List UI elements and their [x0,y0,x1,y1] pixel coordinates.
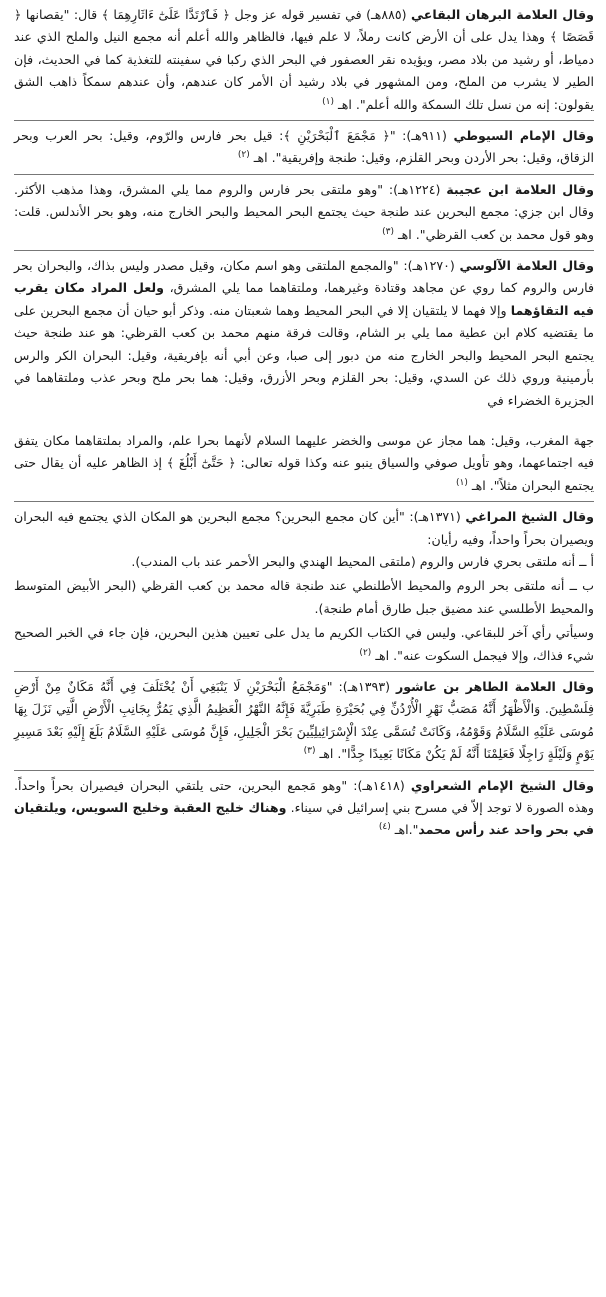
paragraph-text: وإلا فهما لا يلتقيان إلا في البحر المحيط وهما شعبتان منه. وذكر أبو حيان أن مجمع البحرين على ما يقتضيه كلام ابن عطية مما يلي بر الشام، وقالت فرقة منهم محمد بن كعب القرظي: هو عند طنجة حيث يجتمع البحر المحيط والبحر الخارج منه من دبور إلى صبا، وعن أبي أنه بإفريقية، وقيل: البحران الكر والرس بأرمينية وروي ذلك عن السدي، وقيل: بحر القلزم وبحر الأزرق، وقيل: هما بحر ملح وبحر عذب وملتقاهما في الجزيرة الخضراء في [14,302,594,408]
paragraph-text: (١٣٧١هـ): "أين كان مجمع البحرين؟ مجمع البحرين هو المكان الذي يجتمع فيه البحران ويصيران بحراً واحداً، وفيه رأيان: [14,509,594,547]
paragraph-suyuti [14,120,594,170]
list-item: أ ــ أنه ملتقى بحري فارس والروم (ملتقى المحيط الهندي والبحر الأحمر عند باب المندب). [131,553,594,569]
footnote-marker: (٣) [303,746,316,756]
scholar-name: وقال الإمام السيوطي [453,128,595,144]
paragraph-text: (١٣٩٣هـ): "وَمَجْمَعُ الْبَحْرَيْنِ لَا يَنْبَغِي أَنْ يُخْتَلَفَ فِي أَنَّهُ مَكَانٌ مِنْ أَرْضِ فِلَسْطِينَ. وَالْأَظْهَرُ أَنَّهُ مَصَبُّ نَهْرِ الْأُرْدُنِّ فِي بُحَيْرَةِ طَبَرِيَّةَ فَإِنَّهُ النَّهْرُ الْعَظِيمُ الَّذِي يَمُرُّ بِجَانِبِ الْأَرْضِ الَّتِي نَزَلَ بِهَا مُوسَى عَلَيْهِ السَّلَامُ وَقَوْمُهُ، وَكَانَتْ تُسَمَّى عِنْدَ الْإِسْرَائِيلِيِّينَ بَحْرَ الْجَلِيلِ، فَإِنَّ مُوسَى عَلَيْهِ السَّلَامُ بَلَغَ إِلَيْهِ بَعْدَ مَسِيرِ يَوْمٍ وَلَيْلَةٍ رَاجِلًا فَعَلِمْنَا أَنَّهُ لَمْ يَكُنْ مَكَانًا بَعِيدًا جِدًّا". اهـ [14,678,594,762]
paragraph-text: جهة المغرب، وقيل: هما مجاز عن موسى والخضر عليهما السلام لأنهما بحرا علم، والمراد بملتقاهما مكان يتفق فيه اجتماعهما، وهو تأويل صوفي والسياق ينبو عنه وكذا قوله تعالى: ﴿ حَتَّىٰٓ أَبْلُغَ ﴾ إذ الظاهر عليه أن يقال حتى يجتمع البحران مثلاً". اهـ [14,432,594,493]
list-item: ب ــ أنه ملتقى بحر الروم والمحيط الأطلنطي عند طنجة قاله محمد بن كعب القرظي (البحر الأبيض المتوسط والمحيط الأطلسي عند مضيق جبل طارق أمام طنجة). [14,578,594,616]
paragraph-ibn-ajiba [14,174,594,246]
paragraph-text: (١٢٧٠هـ): "والمجمع الملتقى وهو اسم مكان، وقيل مصدر وليس بذاك، والبحران بحر فارس والروم كما روي عن مجاهد وقتادة وغيرهما، وملتقاهما مما يلي المشرق، [14,258,594,296]
footnote-marker: (٢) [237,150,250,161]
paragraph-text: ".اهـ [394,822,419,838]
paragraph-text [14,622,594,667]
scholar-name: وقال العلامة البرهان البقاعي [411,7,594,22]
footnote-marker: (٢) [359,647,372,658]
footnote-marker: (١) [456,477,468,488]
paragraph-biqai [14,4,594,116]
scholar-name: وقال العلامة الطاهر بن عاشور [396,678,594,694]
paragraph-ibn-ashur [14,671,594,766]
bold-phrase: ولعل المراد مكان يقرب فيه التقاؤهما [14,280,594,318]
bold-phrase: وهناك خليج العقبة وخليج السويس، ويلتقيان في بحر واحد عند رأس محمد [14,800,594,838]
paragraph-maraghi [14,501,594,667]
paragraph-text: (١٤١٨هـ): "وهو مَجمع البحرين، حتى يلتقي البحران فيصيران بحراً واحداً. وهذه الصورة لا توجد إلاّ في مسرح بني إسرائيل في سيناء. [14,777,594,815]
footnote-marker: (٤) [378,822,391,833]
scholar-name: وقال العلامة ابن عجيبة [446,181,594,197]
paragraph-text: (٨٨٥هـ) في تفسير قوله عز وجل ﴿ فَٱرْتَدَّا عَلَىٰٓ ءَاثَارِهِمَا ﴾ قال: "يقصانها ﴿ قَصَصًا ﴾ وهذا يدل على أن الأرض كانت رملاً، لا علم فيها، فالظاهر والله أعلم أنه مجمع النيل والملح الذي عند دمياط، أو رشيد من بلاد مصر، ويؤيده نقر العصفور في البحر الذي ركبا في سفينته للتغذية كما في الحديث، فإن الطير لا يشرب من الملح، ومن المشهور في بلاد رشيد أن الأمر كان عندهم، وأن عندهم سمكاً ذاهب الشق يقولون: إنه من نسل تلك السمكة والله أعلم". اهـ [14,7,594,112]
scholar-name: وقال الشيخ المراغي [465,509,594,525]
paragraph-text: (٩١١هـ): "﴿ مَجْمَعَ ٱلْبَحْرَيْنِ ﴾: قيل بحر فارس والرّوم، وقيل: بحر العرب وبحر الزقاق، وقيل: بحر الأردن وبحر القلزم، وقيل: طنجة وإفريقية". اهـ [14,128,594,166]
paragraph-alusi [14,250,594,412]
page-gap [14,416,594,430]
paragraph-shaarawi [14,770,594,842]
paragraph-alusi-continued [14,430,594,497]
paragraph-text: (١٢٢٤هـ): "وهو ملتقى بحر فارس والروم مما يلي المشرق، وهذا مذهب الأكثر. وقال ابن جزي: مجمع البحرين عند طنجة حيث يجتمع البحر المحيط والبحر الخارج منه، وهو بحر الأندلس. قلت: وهو قول محمد بن كعب القرظي". اهـ [14,181,594,242]
scholar-name: وقال الشيخ الإمام الشعراوي [410,777,594,793]
footnote-marker: (٣) [382,226,394,237]
paragraph-text: وسيأتي رأي آخر للبقاعي. وليس في الكتاب الكريم ما يدل على تعيين هذين البحرين، فإن جاء في الخبر الصحيح شيء فذاك، وإلا فيجمل السكوت عنه". اهـ [14,625,594,663]
scholar-name: وقال العلامة الآلوسي [459,258,594,274]
footnote-marker: (١) [322,96,334,107]
